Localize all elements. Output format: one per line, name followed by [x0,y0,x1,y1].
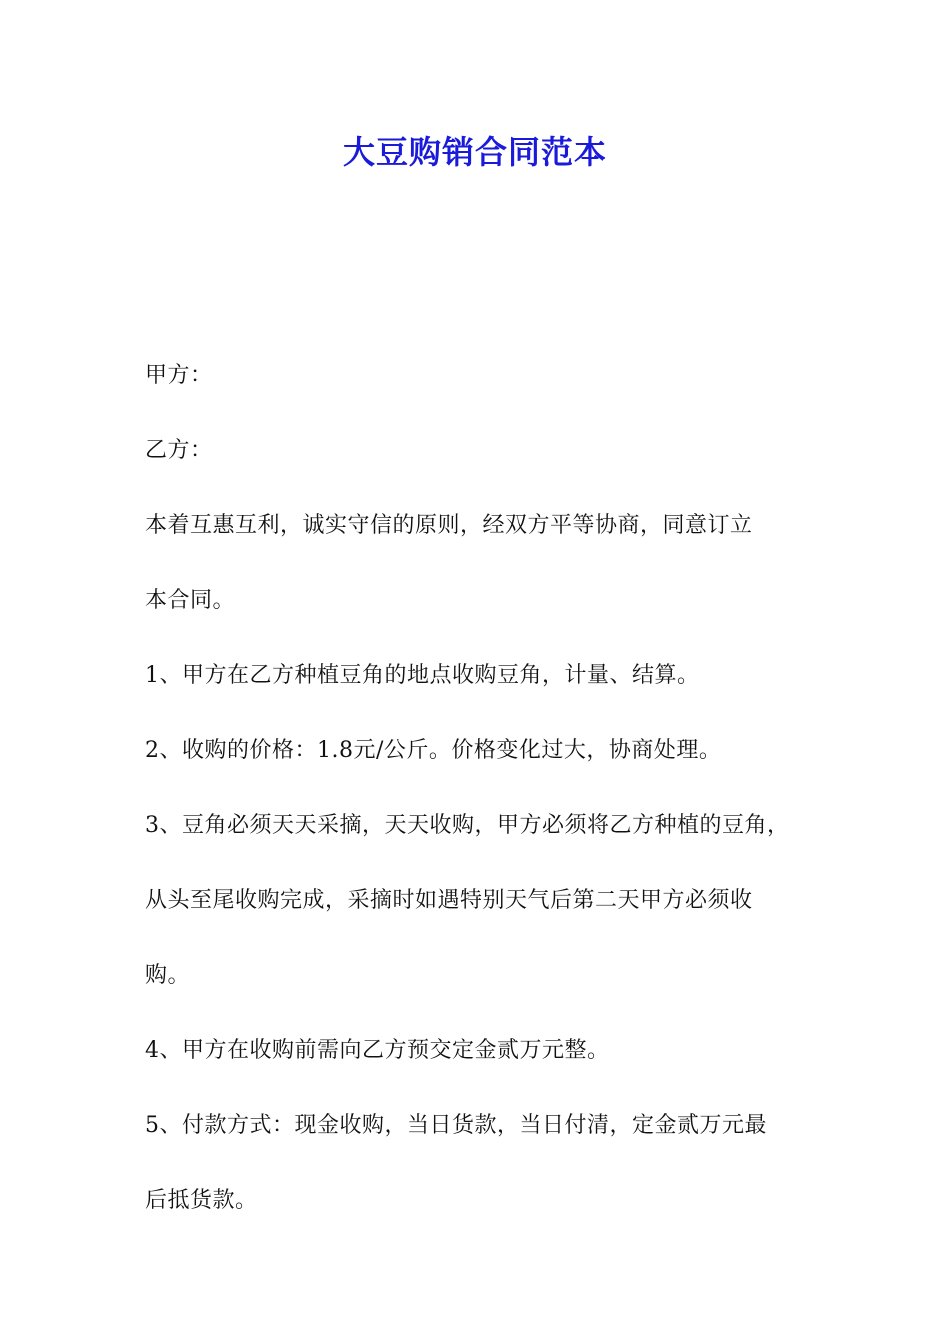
clause-5-line-1: 5、付款方式：现金收购，当日货款，当日付清，定金贰万元最 [145,1113,767,1138]
document-body [145,338,835,1238]
clause-3-line-3: 购。 [145,963,191,988]
preamble-line-2: 本合同。 [145,588,236,613]
document-title: 大豆购销合同范本 [342,133,607,171]
clause-2: 2、收购的价格：1.8元/公斤。价格变化过大，协商处理。 [145,738,722,763]
clause-3-line-1: 3、豆角必须天天采摘，天天收购，甲方必须将乙方种植的豆角， [145,813,790,838]
clause-4: 4、甲方在收购前需向乙方预交定金贰万元整。 [145,1038,610,1063]
party-b-line: 乙方： [145,438,213,463]
preamble-line-1: 本着互惠互利，诚实守信的原则，经双方平等协商，同意订立 [145,513,753,538]
clause-1: 1、甲方在乙方种植豆角的地点收购豆角，计量、结算。 [145,663,700,688]
clause-3-line-2: 从头至尾收购完成，采摘时如遇特别天气后第二天甲方必须收 [145,888,753,913]
party-a-line: 甲方： [145,363,213,388]
clause-5-line-2: 后抵货款。 [145,1188,258,1213]
